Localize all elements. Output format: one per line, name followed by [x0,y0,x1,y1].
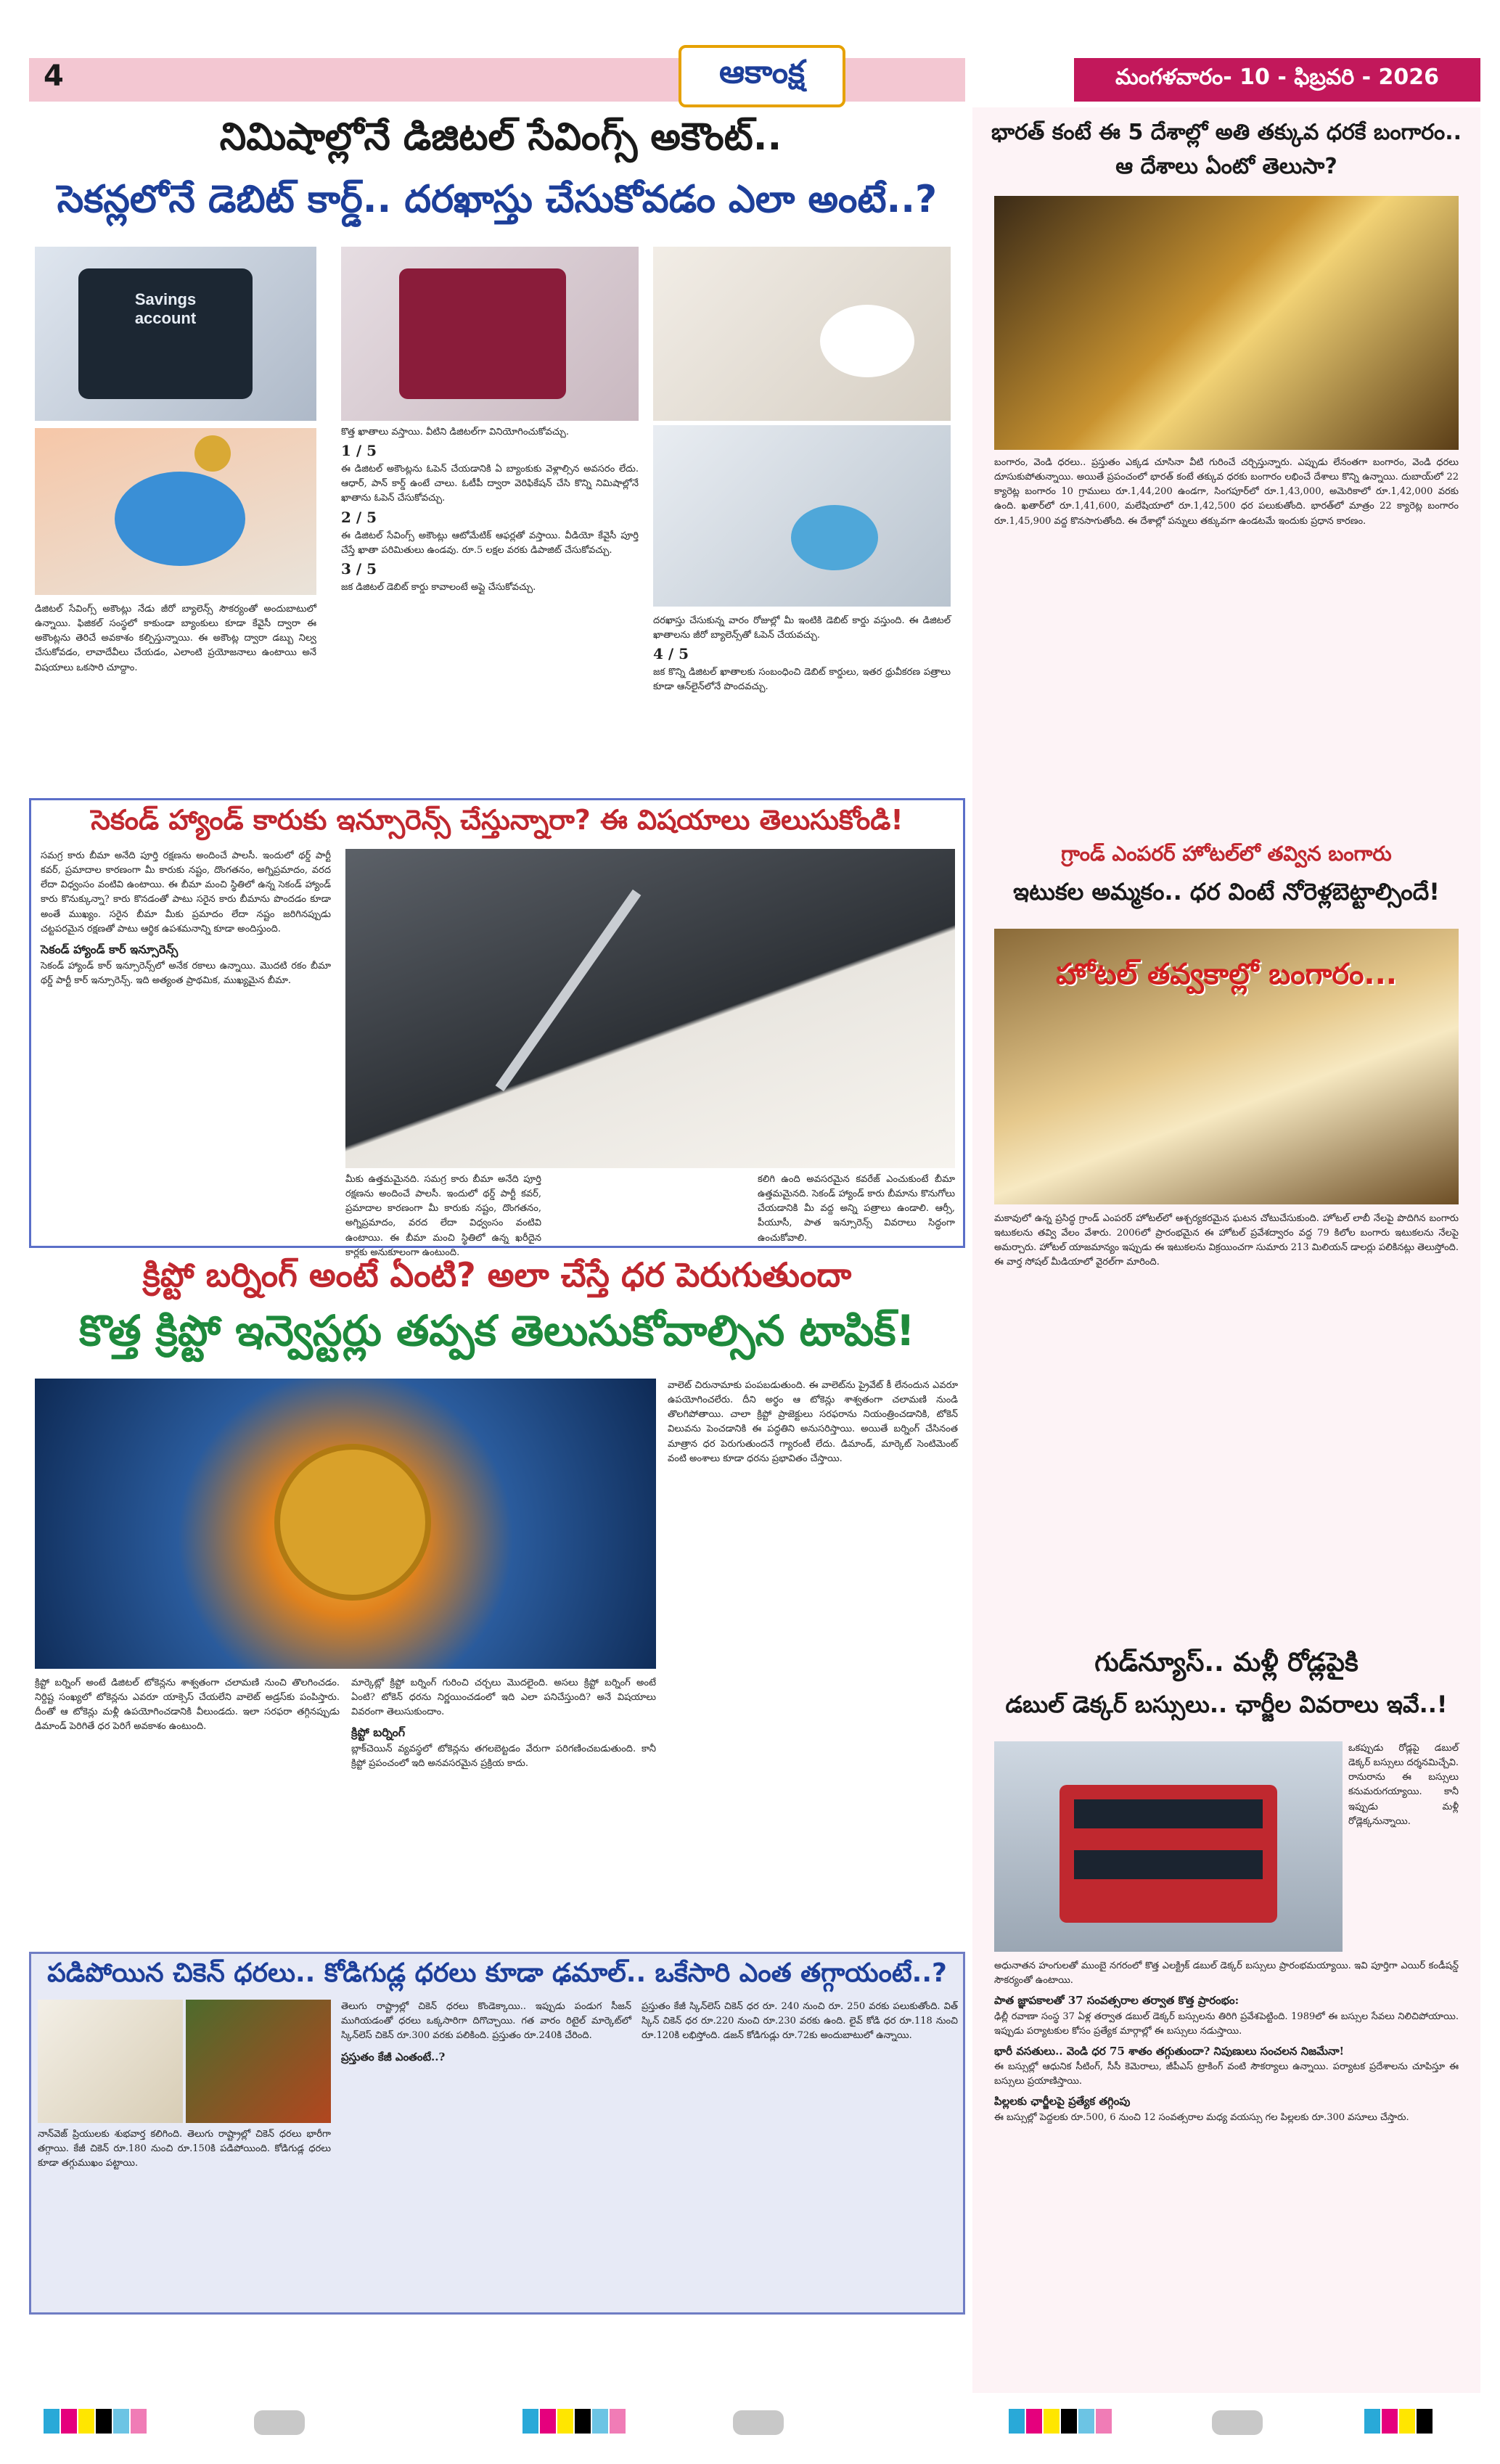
article1-col1: డిజిటల్ సేవింగ్స్ అకౌంట్లు నేడు జీరో బ్యాలెన్స్ సౌకర్యంతో అందుబాటులో ఉన్నాయి. ఫిజికల్ సంస్థలో కాకుండా బ్యాంకులు కూడా కేవైసీ ద్వారా ఈ అకౌంట్లను తెరిచే అవకాశం కల్పిస్తున్నాయి. ఈ అకౌంట్ల ద్వారా డబ్బు నిల్వ చేసుకోవడం, లావాదేవీలు చేయడం, ఎలాంటి ప్రయోజనాలు ఉంటాయి అనే విషయాలు ఒకసారి చూద్దాం. [35,604,316,673]
hotel-photo-caption: హోటల్ తవ్వకాల్లో బంగారం... [1055,958,1398,991]
hotel-lobby-photo [994,929,1459,1204]
article3-headline-2: కొత్త క్రిప్టో ఇన్వెస్టర్లు తప్పక తెలుసుకోవాల్సిన టాపిక్! [79,1306,915,1355]
finance-desk-photo [653,247,951,421]
masthead-logo: ఆకాంక్ష [679,45,845,107]
article2-col3: కలిగి ఉంది అవసరమైన కవరేజ్ ఎంచుకుంటే బీమా ఉత్తమమైనది. సెకండ్ హ్యాండ్ కారు బీమాను కొనుగోలు చేయడానికి మీ వద్ద అన్ని పత్రాలు ఉండాలి. ఆర్సీ, పీయూసీ, పాత ఇన్సూరెన్స్ వివరాలు సిద్ధంగా ఉంచుకోవాలి. [758,1174,955,1244]
article1-col2-intro: కొత్త ఖాతాలు వస్తాయి. వీటిని డిజిటల్‌గా వినియోగించుకోవచ్చు. [341,427,569,438]
step-4-text: జక కొన్ని డిజిటల్ ఖాతాలకు సంబంధించి డెబిట్ కార్డులు, ఇతర ధ్రువీకరణ పత్రాలు కూడా ఆన్‌లైన్‌లోనే పొందవచ్చు. [653,667,951,693]
article3-col1: క్రిప్టో బర్నింగ్ అంటే డిజిటల్ టోకెన్లను శాశ్వతంగా చలామణి నుంచి తొలగించడం. నిర్దిష్ట సంఖ్యలో టోకెన్లను ఎవరూ యాక్సెస్ చేయలేని వాలెట్ అడ్రస్‌కు పంపిస్తారు. దీంతో ఆ టోకెన్లు మళ్లీ ఉపయోగించడానికి వీలుండదు. ఇలా సరఫరా తగ్గినప్పుడు డిమాండ్ పెరిగితే ధర పెరిగే అవకాశం ఉంటుంది. [35,1677,340,1733]
article1-headline-2: సెకన్లలోనే డెబిట్ కార్డ్.. దరఖాస్తు చేసుకోవడం ఎలా అంటే..? [57,178,938,221]
step-2: 2 / 5 [341,508,377,526]
sidebar3-intro: ఒకప్పుడు రోడ్లపై డబుల్ డెక్కర్ బస్సులు దర్శనమిచ్చేవి. రానురాను ఈ బస్సులు కనుమరుగయ్యాయి. కానీ ఇప్పుడు మళ్లీ రోడ్లెక్కనున్నాయి. [1348,1743,1459,1827]
step-1: 1 / 5 [341,442,377,460]
sidebar1-headline: భారత్ కంటే ఈ 5 దేశాల్లో అతి తక్కువ ధరకే బంగారం.. ఆ దేశాలు ఏంటో తెలుసా? [991,120,1462,179]
color-registration-bar-4 [1364,2409,1480,2438]
article3-col2 [351,1676,656,1944]
article4-col2-text: తెలుగు రాష్ట్రాల్లో చికెన్ ధరలు కొండెక్కాయి.. ఇప్పుడు పండుగ సీజన్ ముగియడంతో ధరలు ఒక్కసారిగా దిగొచ్చాయి. గత వారం రిటైల్ మార్కెట్‌లో స్కిన్‌లెస్ చికెన్ రూ.300 వరకు పలికింది. ప్రస్తుతం రూ.240కి చేరింది. [341,2001,631,2042]
article4-headline: పడిపోయిన చికెన్ ధరలు.. కోడిగుడ్ల ధరలు కూడా ఢమాల్.. ఒకేసారి ఎంత తగ్గాయంటే..? [47,1958,947,1988]
color-registration-bar-1 [44,2409,189,2438]
step-2-text: ఈ డిజిటల్ సేవింగ్స్ అకౌంట్లు ఆటోమేటిక్ ఆఫర్లతో వస్తాయి. వీడియో కేవైసీ పూర్తి చేస్తే ఖాతా పరిమితులు ఉండవు. రూ.5 లక్షల వరకు డిపాజిట్ చేసుకోవచ్చు. [341,530,639,556]
article2-subhead: సెకండ్ హ్యాండ్ కార్ ఇన్సూరెన్స్ [41,942,179,956]
article2-col1b-text: సెకండ్ హ్యాండ్ కార్ ఇన్సూరెన్స్‌లో అనేక రకాలు ఉన్నాయి. మొదటి రకం బీమా థర్డ్ పార్టీ కార్ ఇన్సూరెన్స్. ఇది అత్యంత ప్రాథమిక, ముఖ్యమైన బీమా. [41,960,331,986]
article3-subhead: క్రిప్టో బర్నింగ్ [351,1725,406,1740]
article4-col2-end: ప్రస్తుతం కేజీ ఎంతంటే..? [341,2050,446,2064]
article3-col2b-text: బ్లాక్‌చెయిన్ వ్యవస్థలో టోకెన్లను తగలబెట్టడం వేరుగా పరిగణించబడుతుంది. కానీ క్రిప్టో ప్రపంచంలో ఇది అనవసరమైన ప్రక్రియ కాదు. [351,1744,656,1770]
savings-label: Savings account [134,290,197,327]
registration-mark-1 [254,2410,305,2435]
sidebar3-headline-1: గుడ్‌న్యూస్.. మళ్లీ రోడ్లపైకి [1094,1648,1358,1677]
step-3: 3 / 5 [341,559,377,578]
sidebar3-body3: ఈ బస్సుల్లో ఆధునిక సీటింగ్, సీసీ కెమెరాలు, జీపీఎస్ ట్రాకింగ్ వంటి సౌకర్యాలు ఉన్నాయి. పర్యాటక ప్రదేశాలను చూపిస్తూ ఈ బస్సులు ప్రయాణిస్తాయి. [994,2061,1459,2087]
article4-col3: ప్రస్తుతం కేజీ స్కిన్‌లెస్ చికెన్ ధర రూ. 240 నుంచి రూ. 250 వరకు పలుకుతోంది. విత్ స్కిన్ చికెన్ ధర రూ.220 నుంచి రూ.230 వరకు ఉంది. లైవ్ కోడి ధర రూ.118 నుంచి రూ.120కి లభిస్తోంది. డజన్ కోడిగుడ్లు రూ.72కు అందుబాటులో ఉన్నాయి. [642,2001,958,2042]
article4-col1: నాన్‌వెజ్ ప్రియులకు శుభవార్త కలిగింది. తెలుగు రాష్ట్రాల్లో చికెన్ ధరలు భారీగా తగ్గాయి. కేజీ చికెన్ రూ.180 నుంచి రూ.150కి పడిపోయింది. కోడిగుడ్ల ధరలు కూడా తగ్గుముఖం పట్టాయి. [38,2129,331,2169]
gold-jewellery-photo [994,196,1459,450]
step-1-text: ఈ డిజిటల్ అకౌంట్లను ఓపెన్ చేయడానికి ఏ బ్యాంకుకు వెళ్లాల్సిన అవసరం లేదు. ఆధార్, పాన్ కార్డ్ ఉంటే చాలు. ఓటీపీ ద్వారా వెరిఫికేషన్ చేసి కొన్ని నిమిషాల్లోనే ఖాతాను ఓపెన్ చేసుకోవచ్చు. [341,464,639,504]
article1-col2 [341,425,639,795]
sidebar2-headline-2: ఇటుకల అమ్మకం.. ధర వింటే నోరెళ్లబెట్టాల్సిందే! [1013,878,1440,905]
article2-col2: మీకు ఉత్తమమైనది. సమగ్ర కారు బీమా అనేది పూర్తి రక్షణను అందించే పాలసీ. ఇందులో థర్డ్ పార్టీ కవర్, ప్రమాదాల కారణంగా మీ కారుకు నష్టం, దొంగతనం, అగ్నిప్రమాదం, వరద లేదా విధ్వంసం వంటివి ఉంటాయి. ఈ బీమా మంచి స్థితిలో ఉన్న ఖరీదైన కార్లకు అనుకూలంగా ఉంటుంది. [345,1174,541,1258]
sidebar3-subhead-2: భారీ వసతులు.. వెండి ధర 75 శాతం తగ్గుతుందా? నిపుణులు సంచలన నిజమేనా! [994,2044,1345,2058]
sidebar3-subhead-3: పిల్లలకు ఛార్జీలపై ప్రత్యేక తగ్గింపు [994,2095,1131,2108]
article4-col2 [341,2000,631,2309]
article3-headline-1: క్రిప్టో బర్నింగ్ అంటే ఏంటి? అలా చేస్తే ధర పెరుగుతుందా [142,1255,852,1294]
article1-col3-text: దరఖాస్తు చేసుకున్న వారం రోజుల్లో మీ ఇంటికి డెబిట్ కార్డు వస్తుంది. ఈ డిజిటల్ ఖాతాలను జీరో బ్యాలెన్స్‌తో ఓపెన్ చేయవచ్చు. [653,615,951,641]
article1-col3 [653,614,951,795]
article2-col1 [41,849,331,1241]
dateline: మంగళవారం- 10 - ఫిబ్రవరి - 2026 [1074,58,1480,102]
savings-tablet-photo [35,247,316,421]
article2-col1-text: సమగ్ర కారు బీమా అనేది పూర్తి రక్షణను అందించే పాలసీ. ఇందులో థర్డ్ పార్టీ కవర్, ప్రమాదాల కారణంగా మీ కారుకు నష్టం, దొంగతనం, అగ్నిప్రమాదం, వరద లేదా విధ్వంసం వంటివి ఉంటాయి. ఈ బీమా మంచి స్థితిలో ఉన్న సెకండ్ హ్యాండ్ కారు కొనుక్కున్నా? కారు కొనడంతో పాటు సరైన కారు బీమాను పొందడం కూడా అంతే ముఖ్యం. సరైన బీమా మీకు ప్రమాదం లేదా నష్టం జరిగినప్పుడు చట్టపరమైన రక్షణతో పాటు ఆర్థిక ఉపశమనాన్ని కూడా అందిస్తుంది. [41,850,331,935]
article3-col3: వాలెట్ చిరునామాకు పంపబడుతుంది. ఈ వాలెట్‌ను ప్రైవేట్ కీ లేనందున ఎవరూ ఉపయోగించలేరు. దీని అర్థం ఆ టోకెన్లు శాశ్వతంగా చలామణి నుండి తొలగిపోతాయి. చాలా క్రిప్టో ప్రాజెక్టులు సరఫరాను నియంత్రించడానికి, టోకెన్ విలువను పెంచడానికి ఈ పద్ధతిని అనుసరిస్తాయి. అయితే బర్నింగ్ చేసినంత మాత్రాన ధర పెరుగుతుందనే గ్యారంటీ లేదు. డిమాండ్, మార్కెట్ సెంటిమెంట్ వంటి అంశాలు కూడా ధరను ప్రభావితం చేస్తాయి. [668,1380,958,1464]
insurance-form-photo [345,849,955,1168]
color-registration-bar-2 [522,2409,668,2438]
sidebar2-body: మకావులో ఉన్న ప్రసిద్ధ గ్రాండ్ ఎంపరర్ హోటల్‌లో ఆశ్చర్యకరమైన ఘటన చోటుచేసుకుంది. హోటల్ లాబీ నేలపై పొదిగిన బంగారు ఇటుకలను తవ్వి వేలం వేశారు. 2006లో ప్రారంభమైన ఈ హోటల్ ప్రవేశద్వారం వద్ద 79 కిలోల బంగారు ఇటుకలను నేలపై అమర్చారు. హోటల్ యాజమాన్యం ఇప్పుడు ఈ ఇటుకలను విక్రయించగా సుమారు 213 మిలియన్ డాలర్లు పలికినట్లు తెలుస్తోంది. ఈ వార్త సోషల్ మీడియాలో వైరల్‌గా మారింది. [994,1213,1459,1268]
article3-col2-text: మార్కెట్లో క్రిప్టో బర్నింగ్ గురించి చర్చలు మొదలైంది. అసలు క్రిప్టో బర్నింగ్ అంటే ఏంటి? టోకెన్ ధరను నిర్ణయించడంలో ఇది ఎలా పనిచేస్తుంది? అనే విషయాలు వివరంగా తెలుసుకుందాం. [351,1677,656,1718]
step-4: 4 / 5 [653,645,689,663]
sidebar3-body4: ఈ బస్సుల్లో పెద్దలకు రూ.500, 6 నుంచి 12 సంవత్సరాల మధ్య వయస్సు గల పిల్లలకు రూ.300 వసూలు చేస్తారు. [994,2111,1409,2123]
rooster-photo [186,2000,331,2123]
double-decker-bus-photo [994,1741,1343,1952]
step-3-text: జక డిజిటల్ డెబిట్ కార్డు కావాలంటే అప్లై చేసుకోవచ్చు. [341,581,536,593]
registration-mark-2 [733,2410,784,2435]
piggy-bank-photo [35,428,316,595]
sidebar3-body2: ఢిల్లీ రవాణా సంస్థ 37 ఏళ్ల తర్వాత డబుల్ డెక్కర్ బస్సులను తిరిగి ప్రవేశపెట్టింది. 1989లో ఈ బస్సుల సేవలు నిలిచిపోయాయి. ఇప్పుడు పర్యాటకుల కోసం ప్రత్యేక మార్గాల్లో ఈ బస్సులు నడుస్తాయి. [994,2011,1459,2037]
chicken-photo [38,2000,183,2123]
article1-headline-1: నిమిషాల్లోనే డిజిటల్ సేవింగ్స్ అకౌంట్.. [219,115,782,159]
sidebar3-body [994,1959,1459,2387]
sidebar1-body: బంగారం, వెండి ధరలు.. ప్రస్తుతం ఎక్కడ చూసినా వీటి గురించే చర్చిస్తున్నారు. ఎప్పుడు లేనంతగా బంగారం, వెండి ధరలు దూసుకుపోతున్నాయి. అయితే ప్రపంచంలో భారత్ కంటే తక్కువ ధరకు బంగారం లభించే దేశాలు కొన్ని ఉన్నాయి. దుబాయ్‌లో 22 క్యారెట్ల బంగారం 10 గ్రాములు రూ.1,44,200 ఉండగా, సింగపూర్‌లో రూ.1,43,000, అమెరికాలో రూ.1,42,000 వరకు ఉంది. ఖతార్‌లో రూ.1,41,600, మలేషియాలో రూ.1,42,500 ధర పలుకుతోంది. భారత్‌లో మాత్రం 22 క్యారెట్ల బంగారం రూ.1,45,900 వద్ద కొనసాగుతోంది. ఈ దేశాల్లో పన్నులు తక్కువగా ఉండటమే ఇందుకు ప్రధాన కారణం. [994,457,1459,527]
sidebar3-body-text: అధునాతన హంగులతో ముంబై నగరంలో కొత్త ఎలక్ట్రిక్ డబుల్ డెక్కర్ బస్సులు ప్రారంభమయ్యాయి. ఇవి పూర్తిగా ఎయిర్ కండీషన్డ్ సౌకర్యంతో ఉంటాయి. [994,1960,1459,1987]
sidebar3-subhead-1: పాత జ్ఞాపకాలతో 37 సంవత్సరాల తర్వాత కొత్త ప్రారంభం: [994,1994,1239,2008]
sidebar2-headline-1: గ్రాండ్ ఎంపరర్ హోటల్‌లో తవ్విన బంగారు [1061,842,1392,866]
article2-headline: సెకండ్ హ్యాండ్ కారుకు ఇన్సూరెన్స్ చేస్తున్నారా? ఈ విషయాలు తెలుసుకోండి! [91,804,903,836]
page-number: 4 [44,59,64,93]
savings-tablet-photo-2 [341,247,639,421]
article2-col2-cont [552,1173,747,1242]
laptop-piggy-photo [653,425,951,607]
sidebar3-headline-2: డబుల్ డెక్కర్ బస్సులు.. ఛార్జీల వివరాలు ఇవే..! [1005,1691,1448,1718]
bitcoin-fire-photo [35,1379,656,1669]
registration-mark-3 [1212,2410,1263,2435]
color-registration-bar-3 [1009,2409,1154,2438]
